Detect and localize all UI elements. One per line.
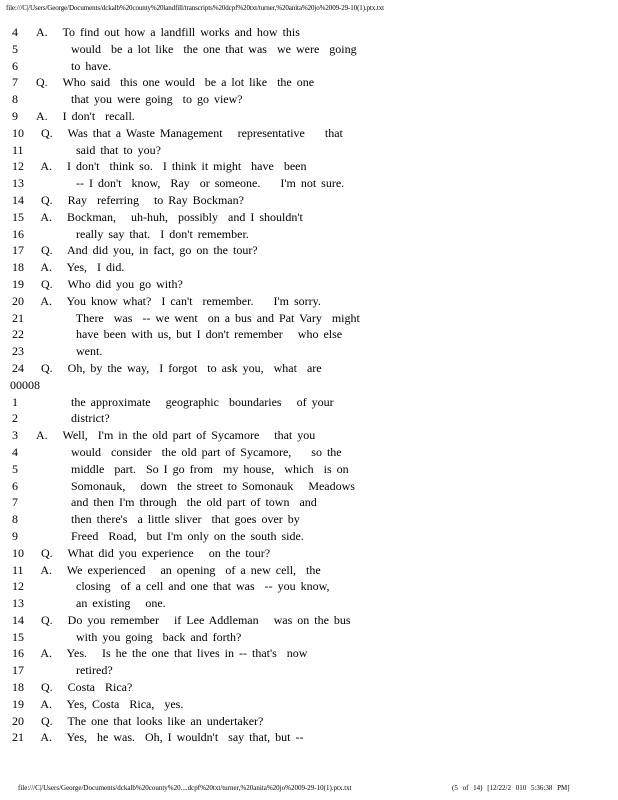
line-text: Q. Oh, by the way, I forgot to ask you, what are [36, 360, 322, 375]
line-number: 3 [12, 428, 18, 443]
line-text: A. Yes, he was. Oh, I wouldn't say that, but -- [36, 730, 304, 745]
line-number: 2 [12, 411, 18, 426]
transcript-line [0, 227, 618, 244]
line-number: 12 [12, 159, 24, 174]
line-number: 12 [12, 579, 24, 594]
transcript-line [0, 193, 618, 210]
line-text: that you were going to go view? [36, 92, 243, 107]
line-text: said that to you? [36, 142, 161, 157]
transcript-line [0, 126, 618, 143]
line-number: 17 [12, 663, 24, 678]
transcript-line [0, 596, 618, 613]
line-text: A. Bockman, uh-huh, possibly and I shouldn't [36, 209, 303, 224]
transcript-line [0, 311, 618, 328]
transcript-line [0, 25, 618, 42]
line-number: 11 [12, 562, 24, 577]
line-text: would be a lot like the one that was we were going [36, 41, 357, 56]
transcript-line [0, 479, 618, 496]
transcript-line [0, 143, 618, 160]
transcript-line [0, 680, 618, 697]
line-text: A. I don't think so. I think it might have been [36, 159, 307, 174]
line-text: Q. Ray referring to Ray Bockman? [36, 192, 244, 207]
transcript-line [0, 730, 618, 747]
line-text: A. Yes, I did. [36, 260, 125, 275]
line-number: 20 [12, 713, 24, 728]
transcript-line [0, 92, 618, 109]
line-number: 22 [12, 327, 24, 342]
line-text: A. You know what? I can't remember. I'm sorry. [36, 293, 321, 308]
transcript-line [0, 294, 618, 311]
transcript-line [0, 714, 618, 731]
line-number: 5 [12, 41, 18, 56]
transcript-line [0, 630, 618, 647]
transcript-line [0, 512, 618, 529]
line-text: A. Yes, Costa Rica, yes. [36, 696, 184, 711]
page-indicator: (5 of 14) [12/22/2 010 5:36:38 PM] [452, 784, 570, 792]
line-text: really say that. I don't remember. [36, 226, 249, 241]
transcript-line [0, 344, 618, 361]
line-text: district? [36, 411, 110, 426]
line-number: 6 [12, 478, 18, 493]
transcript-line [0, 546, 618, 563]
transcript-line [0, 563, 618, 580]
line-number: 21 [12, 730, 24, 745]
line-text: middle part. So I go from my house, which is on [36, 461, 349, 476]
transcript-line [0, 260, 618, 277]
line-text: A. Yes. Is he the one that lives in -- that's now [36, 646, 308, 661]
line-number: 8 [12, 92, 18, 107]
line-text: retired? [36, 663, 113, 678]
line-text: went. [36, 344, 103, 359]
line-number: 16 [12, 646, 24, 661]
line-number: 4 [12, 444, 18, 459]
line-number: 17 [12, 243, 24, 258]
file-path-footer: file:///C|/Users/George/Documents/dckalb%20county%20....dcpf%20txt/turner,%20anita%20jo%2009-29-10(1).ptx.txt [18, 784, 352, 792]
page-number-marker: 00008 [10, 377, 40, 392]
transcript-line [0, 495, 618, 512]
line-number: 19 [12, 696, 24, 711]
transcript-line [0, 361, 618, 378]
line-text: Q. Who said this one would be a lot like the one [36, 75, 315, 90]
line-text: Q. Do you remember if Lee Addleman was on the bus [36, 612, 351, 627]
line-text: and then I'm through the old part of town and [36, 495, 317, 510]
transcript-line [0, 109, 618, 126]
line-text: would consider the old part of Sycamore, so the [36, 444, 342, 459]
transcript-line [0, 646, 618, 663]
line-number: 1 [12, 394, 18, 409]
line-number: 9 [12, 108, 18, 123]
line-text: an existing one. [36, 596, 166, 611]
transcript-line [0, 445, 618, 462]
line-text: Q. What did you experience on the tour? [36, 545, 271, 560]
line-text: Q. Who did you go with? [36, 276, 183, 291]
line-text: Q. And did you, in fact, go on the tour? [36, 243, 258, 258]
transcript-line [0, 277, 618, 294]
line-number: 15 [12, 209, 24, 224]
line-number: 20 [12, 293, 24, 308]
transcript-line [0, 613, 618, 630]
transcript-line [0, 75, 618, 92]
line-number: 7 [12, 75, 18, 90]
transcript-line [0, 59, 618, 76]
page-marker-line [0, 378, 618, 395]
transcript-body [0, 25, 618, 747]
line-number: 10 [12, 125, 24, 140]
line-number: 7 [12, 495, 18, 510]
line-number: 16 [12, 226, 24, 241]
line-text: Q. Was that a Waste Management representative that [36, 125, 343, 140]
line-text: with you going back and forth? [36, 629, 242, 644]
line-number: 14 [12, 192, 24, 207]
line-text: the approximate geographic boundaries of your [36, 394, 334, 409]
line-text: -- I don't know, Ray or someone. I'm not sure. [36, 176, 345, 191]
line-text: A. To find out how a landfill works and how this [36, 25, 300, 39]
line-number: 8 [12, 512, 18, 527]
line-text: There was -- we went on a bus and Pat Vary might [36, 310, 360, 325]
line-text: A. I don't recall. [36, 108, 135, 123]
line-text: Q. Costa Rica? [36, 680, 133, 695]
transcript-line [0, 697, 618, 714]
line-number: 21 [12, 310, 24, 325]
transcript-line [0, 462, 618, 479]
line-number: 5 [12, 461, 18, 476]
transcript-line [0, 529, 618, 546]
line-number: 19 [12, 276, 24, 291]
line-text: Q. The one that looks like an undertaker? [36, 713, 264, 728]
line-text: closing of a cell and one that was -- you know, [36, 579, 330, 594]
line-number: 4 [12, 25, 18, 39]
line-number: 10 [12, 545, 24, 560]
transcript-line [0, 243, 618, 260]
transcript-line [0, 428, 618, 445]
transcript-line [0, 210, 618, 227]
transcript-line [0, 663, 618, 680]
transcript-line [0, 327, 618, 344]
line-number: 11 [12, 142, 24, 157]
line-number: 24 [12, 360, 24, 375]
line-number: 15 [12, 629, 24, 644]
line-text: Freed Road, but I'm only on the south side. [36, 528, 304, 543]
line-text: to have. [36, 58, 111, 73]
file-path-header: file:///C|/Users/George/Documents/dckalb%20county%20landfill/transcripts%20dcpf%20txt/turner,%20anita%20jo%2009-29-10(1).ptx.txt [6, 4, 384, 12]
line-number: 14 [12, 612, 24, 627]
transcript-line [0, 176, 618, 193]
line-text: then there's a little sliver that goes over by [36, 512, 300, 527]
line-number: 23 [12, 344, 24, 359]
line-text: A. Well, I'm in the old part of Sycamore that you [36, 428, 316, 443]
transcript-line [0, 579, 618, 596]
transcript-line [0, 159, 618, 176]
line-text: Somonauk, down the street to Somonauk Meadows [36, 478, 355, 493]
line-number: 9 [12, 528, 18, 543]
line-text: A. We experienced an opening of a new cell, the [36, 562, 321, 577]
line-number: 13 [12, 176, 24, 191]
line-number: 18 [12, 680, 24, 695]
transcript-line [0, 411, 618, 428]
line-text: have been with us, but I don't remember who else [36, 327, 343, 342]
transcript-line [0, 395, 618, 412]
transcript-line [0, 42, 618, 59]
line-number: 6 [12, 58, 18, 73]
line-number: 18 [12, 260, 24, 275]
line-number: 13 [12, 596, 24, 611]
